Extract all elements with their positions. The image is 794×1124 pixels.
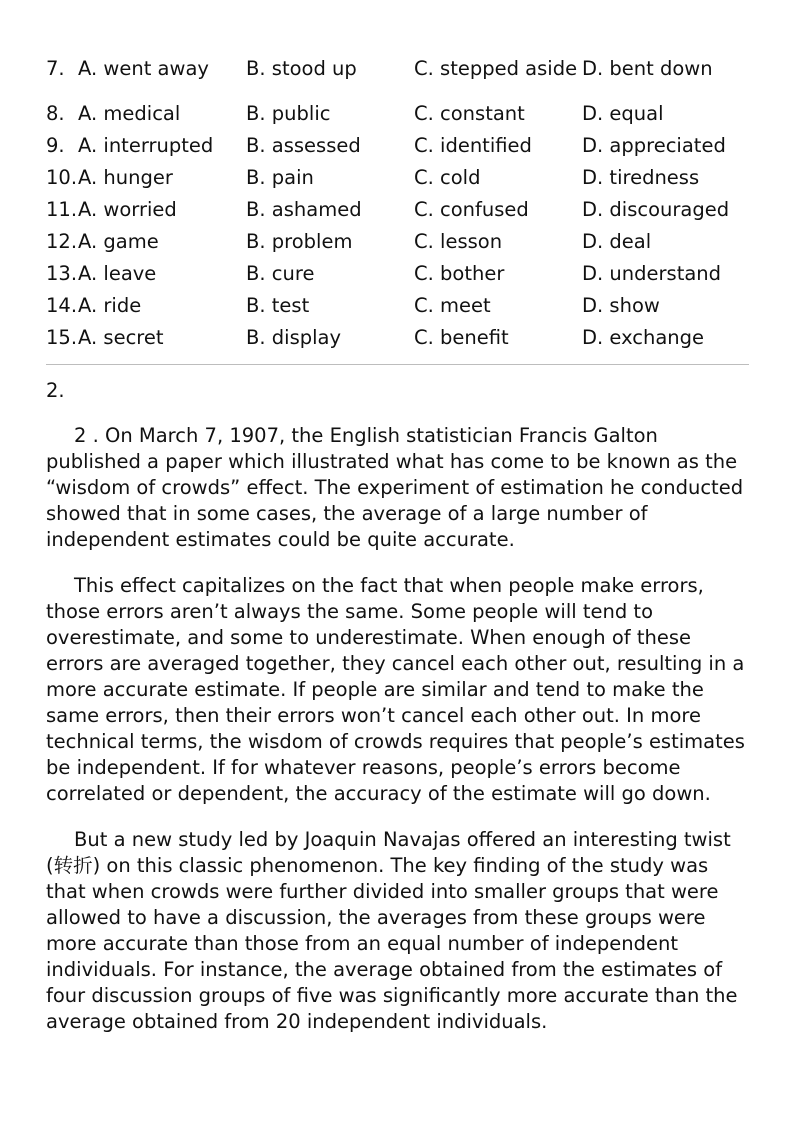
option-text: assessed: [271, 134, 361, 157]
option-text: cold: [440, 166, 481, 189]
question-number: 14.: [46, 294, 78, 317]
option-text: ashamed: [271, 198, 362, 221]
option-text: appreciated: [609, 134, 726, 157]
option-letter: A.: [78, 57, 98, 80]
option-text: bother: [440, 262, 505, 285]
option-text: show: [609, 294, 660, 317]
option-letter: D.: [582, 102, 604, 125]
option-text: test: [271, 294, 310, 317]
passage-paragraph: But a new study led by Joaquin Navajas offered an interesting twist (转折) on this classic phenomenon. The key finding of the study was that when crowds were further divided into smaller groups that were allowed to have a discussion, the averages from these groups were more accurate than those from an equal number of independent individuals. For instance, the average obtained from the estimates of four discussion groups of five was significantly more accurate than the average obtained from 20 independent individuals.: [46, 828, 738, 1033]
option-d: [582, 290, 750, 322]
option-letter: D.: [582, 134, 604, 157]
option-text: leave: [103, 262, 157, 285]
option-d: [582, 322, 750, 354]
option-letter: C.: [414, 134, 434, 157]
option-row: [46, 162, 750, 194]
question-number: 12.: [46, 230, 78, 253]
option-letter: C.: [414, 294, 434, 317]
option-letter: B.: [246, 198, 266, 221]
option-letter: D.: [582, 57, 604, 80]
question-number: 9.: [46, 134, 65, 157]
option-row: [46, 322, 750, 354]
option-row: [46, 258, 750, 290]
option-letter: C.: [414, 198, 434, 221]
option-letter: B.: [246, 166, 266, 189]
option-text: pain: [271, 166, 314, 189]
option-c: [414, 194, 582, 226]
option-letter: A.: [78, 198, 98, 221]
option-a: [78, 98, 246, 130]
option-b: [246, 98, 414, 130]
option-a: [78, 322, 246, 354]
question-number: 7.: [46, 57, 65, 80]
option-text: tiredness: [609, 166, 700, 189]
option-text: confused: [440, 198, 529, 221]
option-text: display: [271, 326, 342, 349]
option-row: [46, 194, 750, 226]
option-row: [46, 98, 750, 130]
option-letter: D.: [582, 230, 604, 253]
option-letter: B.: [246, 57, 266, 80]
option-letter: B.: [246, 134, 266, 157]
option-a: [78, 226, 246, 258]
option-text: stood up: [271, 57, 357, 80]
option-b: [246, 194, 414, 226]
option-text: discouraged: [609, 198, 730, 221]
option-c: [414, 322, 582, 354]
option-a: [78, 194, 246, 226]
option-text: interrupted: [103, 134, 214, 157]
option-letter: B.: [246, 102, 266, 125]
question-number: 13.: [46, 262, 78, 285]
option-letter: A.: [78, 230, 98, 253]
option-text: understand: [609, 262, 722, 285]
option-text: bent down: [609, 57, 713, 80]
option-letter: D.: [582, 326, 604, 349]
option-d: [582, 162, 750, 194]
reading-passage: [46, 423, 750, 1055]
option-letter: D.: [582, 262, 604, 285]
option-letter: C.: [414, 57, 434, 80]
option-text: medical: [103, 102, 181, 125]
option-text: exchange: [609, 326, 705, 349]
option-c: [414, 290, 582, 322]
option-text: ride: [103, 294, 142, 317]
option-text: benefit: [440, 326, 509, 349]
option-b: [246, 162, 414, 194]
question-heading: 2.: [46, 379, 65, 402]
option-d: [582, 194, 750, 226]
option-text: game: [103, 230, 159, 253]
option-b: [246, 40, 414, 98]
passage-paragraph: 2 . On March 7, 1907, the English statistician Francis Galton published a paper which illustrated what has come to be known as the “wisdom of crowds” effect. The experiment of estimation he conducted showed that in some cases, the average of a large number of independent estimates could be quite accurate.: [46, 424, 744, 551]
option-letter: D.: [582, 294, 604, 317]
option-text: went away: [103, 57, 209, 80]
option-text: lesson: [440, 230, 503, 253]
option-row: [46, 130, 750, 162]
option-letter: B.: [246, 230, 266, 253]
option-text: constant: [440, 102, 525, 125]
option-c: [414, 98, 582, 130]
option-a: [78, 40, 246, 98]
option-d: [582, 258, 750, 290]
option-a: [78, 290, 246, 322]
option-c: [414, 162, 582, 194]
option-b: [246, 258, 414, 290]
question-number: 11.: [46, 198, 78, 221]
question-number: 10.: [46, 166, 78, 189]
option-text: equal: [609, 102, 664, 125]
option-text: deal: [609, 230, 652, 253]
option-text: hunger: [103, 166, 173, 189]
option-letter: C.: [414, 326, 434, 349]
option-row: [46, 290, 750, 322]
option-text: meet: [440, 294, 491, 317]
option-d: [582, 130, 750, 162]
option-letter: C.: [414, 230, 434, 253]
option-text: identified: [440, 134, 532, 157]
option-letter: D.: [582, 166, 604, 189]
option-c: [414, 130, 582, 162]
question-number: 8.: [46, 102, 65, 125]
option-letter: D.: [582, 198, 604, 221]
option-letter: B.: [246, 262, 266, 285]
option-text: problem: [271, 230, 353, 253]
option-letter: A.: [78, 102, 98, 125]
question-number: 15.: [46, 326, 78, 349]
option-letter: A.: [78, 262, 98, 285]
option-c: [414, 40, 582, 98]
option-b: [246, 130, 414, 162]
option-b: [246, 226, 414, 258]
option-d: [582, 226, 750, 258]
passage-paragraph: This effect capitalizes on the fact that when people make errors, those errors aren’t always the same. Some people will tend to overestimate, and some to underestimate. When enough of these errors are averaged together, they cancel each other out, resulting in a more accurate estimate. If people are similar and tend to make the same errors, then their errors won’t cancel each other out. In more technical terms, the wisdom of crowds requires that people’s estimates be independent. If for whatever reasons, people’s errors become correlated or dependent, the accuracy of the estimate will go down.: [46, 574, 745, 805]
option-text: public: [271, 102, 331, 125]
option-text: cure: [271, 262, 315, 285]
option-letter: B.: [246, 326, 266, 349]
option-letter: C.: [414, 262, 434, 285]
option-text: worried: [103, 198, 177, 221]
option-c: [414, 258, 582, 290]
option-b: [246, 290, 414, 322]
option-letter: C.: [414, 102, 434, 125]
section-divider: [46, 364, 749, 365]
option-letter: B.: [246, 294, 266, 317]
option-a: [78, 258, 246, 290]
option-c: [414, 226, 582, 258]
option-b: [246, 322, 414, 354]
option-text: stepped aside: [440, 57, 578, 80]
option-a: [78, 162, 246, 194]
option-letter: C.: [414, 166, 434, 189]
answer-options-table: [46, 40, 750, 354]
option-letter: A.: [78, 294, 98, 317]
option-row: [46, 226, 750, 258]
option-d: [582, 40, 750, 98]
option-a: [78, 130, 246, 162]
option-d: [582, 98, 750, 130]
option-row: [46, 40, 750, 98]
option-letter: A.: [78, 134, 98, 157]
option-letter: A.: [78, 166, 98, 189]
option-letter: A.: [78, 326, 98, 349]
option-text: secret: [103, 326, 164, 349]
